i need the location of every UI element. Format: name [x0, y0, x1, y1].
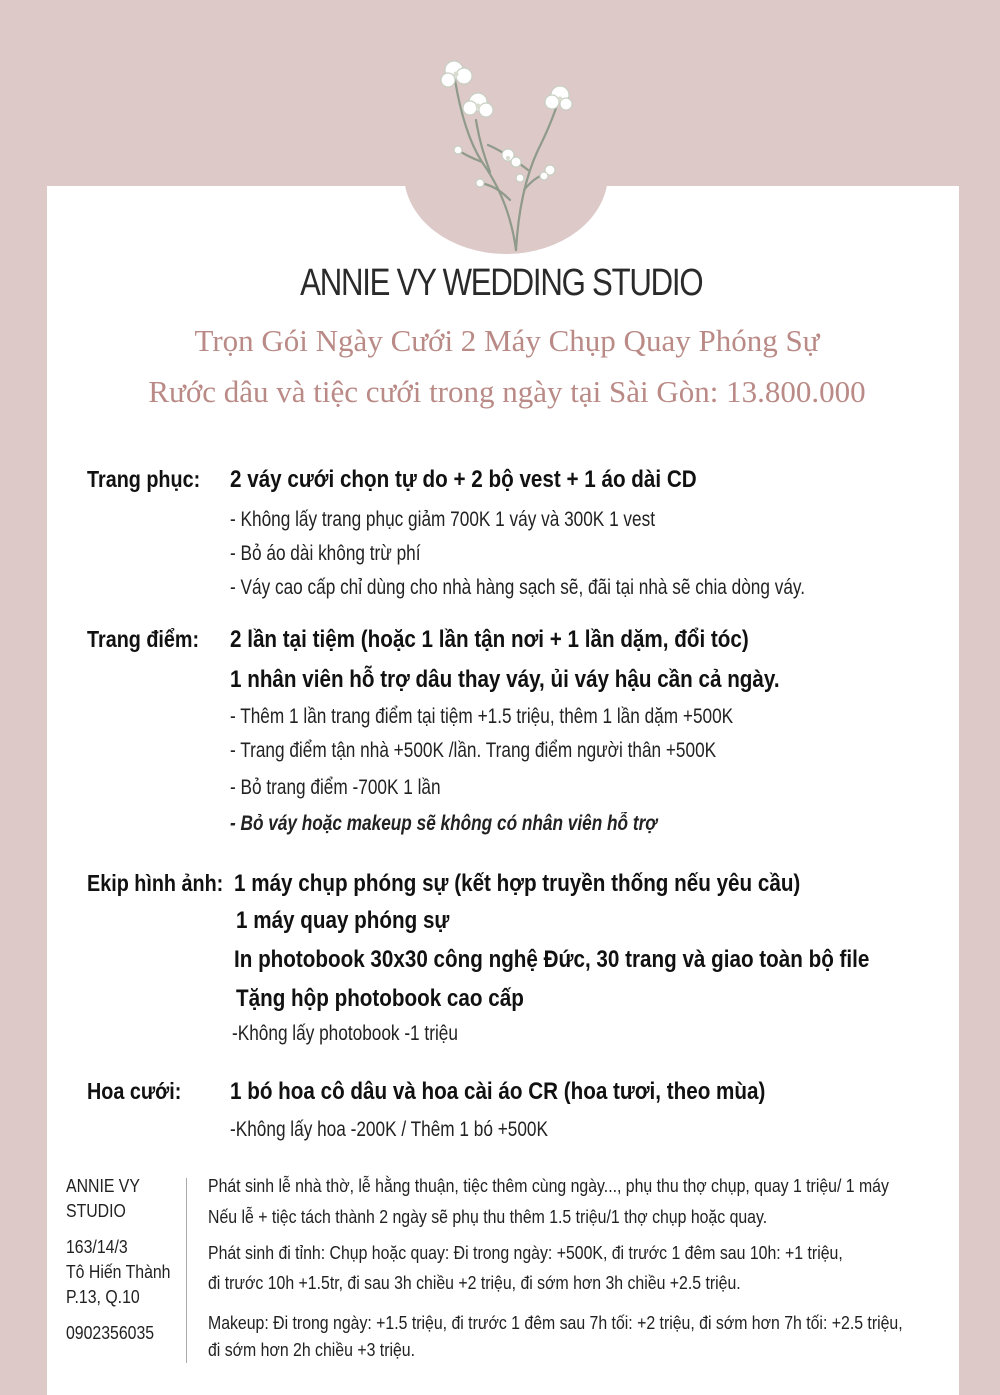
costume-note: - Bỏ áo dài không trừ phí — [230, 542, 421, 565]
flowers-note: -Không lấy hoa -200K / Thêm 1 bó +500K — [230, 1118, 548, 1141]
babys-breath-flower-icon — [420, 50, 590, 255]
package-price: Rước dâu và tiệc cưới trong ngày tại Sài Gòn: 13.800.000 — [148, 374, 866, 409]
costume-main: 2 váy cưới chọn tự do + 2 bộ vest + 1 áo dài CD — [230, 466, 697, 493]
section-label-costume: Trang phục: — [87, 466, 201, 492]
footer-note: đi sớm hơn 2h chiều +3 triệu. — [208, 1340, 416, 1360]
crew-main: 1 máy quay phóng sự — [236, 907, 450, 934]
makeup-note: - Trang điểm tận nhà +500K /lần. Trang điểm người thân +500K — [230, 739, 717, 762]
footer-note: Makeup: Đi trong ngày: +1.5 triệu, đi trước 1 đêm sau 7h tối: +2 triệu, đi sớm hơn 7h tối: +2.5 triệu, — [208, 1313, 903, 1333]
footer-note: Phát sinh đi tỉnh: Chụp hoặc quay: Đi trong ngày: +500K, đi trước 1 đêm sau 10h: +1 triệu, — [208, 1243, 843, 1263]
contact-address: P.13, Q.10 — [66, 1287, 140, 1307]
contact-address: 163/14/3 — [66, 1237, 128, 1257]
makeup-note: - Bỏ trang điểm -700K 1 lần — [230, 776, 441, 799]
package-title: Trọn Gói Ngày Cưới 2 Máy Chụp Quay Phóng Sự — [194, 323, 820, 358]
contact-name: STUDIO — [66, 1201, 126, 1221]
costume-note: - Không lấy trang phục giảm 700K 1 váy và 300K 1 vest — [230, 508, 656, 531]
contact-name: ANNIE VY — [66, 1176, 140, 1196]
contact-address: Tô Hiến Thành — [66, 1262, 171, 1282]
crew-main: 1 máy chụp phóng sự (kết hợp truyền thống nếu yêu cầu) — [234, 870, 801, 897]
crew-main: In photobook 30x30 công nghệ Đức, 30 trang và giao toàn bộ file — [234, 946, 870, 973]
flowers-main: 1 bó hoa cô dâu và hoa cài áo CR (hoa tươi, theo mùa) — [230, 1078, 766, 1105]
section-label-flowers: Hoa cưới: — [87, 1078, 182, 1104]
footer-note: Nếu lễ + tiệc tách thành 2 ngày sẽ phụ thu thêm 1.5 triệu/1 thợ chụp hoặc quay. — [208, 1207, 768, 1227]
studio-brand: ANNIE VY WEDDING STUDIO — [300, 262, 703, 304]
crew-main: Tặng hộp photobook cao cấp — [236, 985, 524, 1012]
footer-divider — [186, 1178, 187, 1363]
makeup-note-emphasis: - Bỏ váy hoặc makeup sẽ không có nhân viên hỗ trợ — [230, 812, 657, 835]
section-label-crew: Ekip hình ảnh: — [87, 870, 224, 896]
makeup-main: 1 nhân viên hỗ trợ dâu thay váy, ủi váy hậu cần cả ngày. — [230, 666, 780, 693]
makeup-main: 2 lần tại tiệm (hoặc 1 lần tận nơi + 1 lần dặm, đổi tóc) — [230, 626, 749, 653]
contact-phone: 0902356035 — [66, 1323, 155, 1343]
footer-note: Phát sinh lễ nhà thờ, lễ hằng thuận, tiệc thêm cùng ngày..., phụ thu thợ chụp, quay 1 triệu/ 1 máy — [208, 1176, 889, 1196]
makeup-note: - Thêm 1 lần trang điểm tại tiệm +1.5 triệu, thêm 1 lần dặm +500K — [230, 705, 734, 728]
footer-note: đi trước 10h +1.5tr, đi sau 3h chiều +2 triệu, đi sớm hơn 3h chiều +2.5 triệu. — [208, 1273, 741, 1293]
section-label-makeup: Trang điểm: — [87, 626, 200, 652]
costume-note: - Váy cao cấp chỉ dùng cho nhà hàng sạch sẽ, đãi tại nhà sẽ chia dòng váy. — [230, 576, 806, 599]
crew-note: -Không lấy photobook -1 triệu — [232, 1022, 458, 1045]
